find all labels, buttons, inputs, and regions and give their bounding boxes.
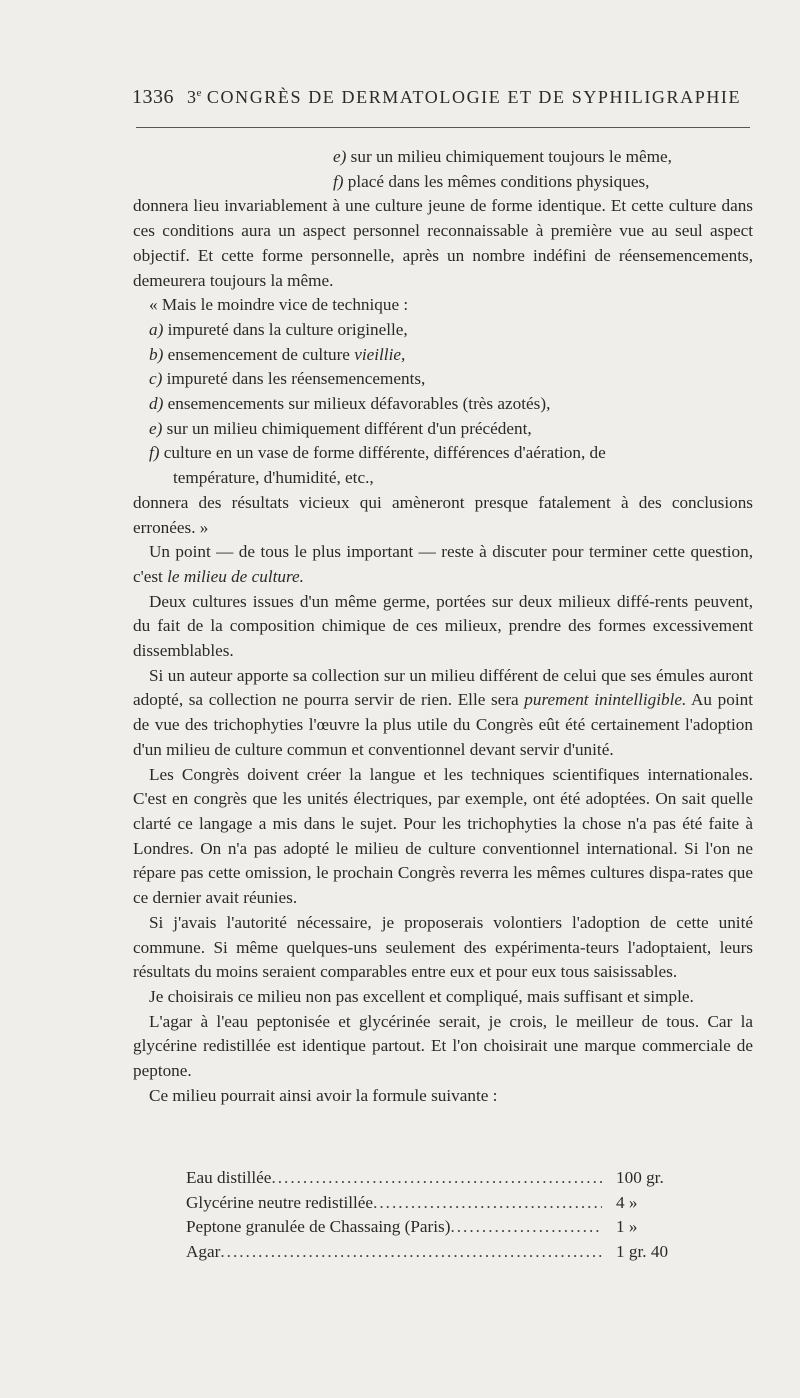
paragraph: L'agar à l'eau peptonisée et glycérinée serait, je crois, le meilleur de tous. Car la glycérine redistillée est identique partout. Et l'on choisirait une marque commerciale de peptone. <box>133 1011 753 1081</box>
paragraph: Je choisirais ce milieu non pas excellent et compliqué, mais suffisant et simple. <box>149 986 694 1006</box>
formula-row <box>186 1215 726 1240</box>
ingredient-quantity: 4 » <box>616 1192 638 1212</box>
paragraph: Si un auteur apporte sa collection sur un milieu différent de celui que ses émules auront adopté, sa collection ne pourra servir de rien. Elle sera purement inintelligible. Au point de vue des trichophyties l'œuvre la plus utile du Congrès eût été certainement l'adoption d'un milieu de culture commun et conventionnel devant servir d'unité. <box>133 665 753 759</box>
ingredient-quantity: 1 gr. 40 <box>616 1242 669 1262</box>
paragraph: Les Congrès doivent créer la langue et les techniques scientifiques internationales. C'est en congrès que les unités électriques, par exemple, ont été adoptées. On sait quelle clarté ce langage a mis dans le sujet. Pour les trichophyties la chose n'a pas été faite à Londres. On n'a pas adopté le milieu de culture conventionnel international. Si l'on ne répare pas cette omission, le prochain Congrès reverra les mêmes cultures dispa-rates que ce dernier avait réunies. <box>133 764 753 908</box>
paragraph: Si j'avais l'autorité nécessaire, je proposerais volontiers l'adoption de cette unité commune. Si même quelques-uns seulement des expérimenta-teurs l'adoptaient, leurs résultats du moins seraient comparables entre eux et pour eux tous saisissables. <box>133 912 753 982</box>
formula-row <box>186 1191 726 1216</box>
ordinal-suffix: e <box>196 87 202 99</box>
list-item: f) culture en un vase de forme différente, différences d'aération, de <box>149 443 606 463</box>
running-title: CONGRÈS DE DERMATOLOGIE ET DE SYPHILIGRAPHIE <box>206 87 742 107</box>
paragraph: « Mais le moindre vice de technique : <box>149 295 409 315</box>
formula-row <box>186 1240 726 1265</box>
running-header <box>132 86 752 109</box>
list-item-continuation: température, d'humidité, etc., <box>173 468 374 488</box>
list-item: d) ensemencements sur milieux défavorables (très azotés), <box>149 394 551 414</box>
ingredient-quantity: 1 » <box>616 1217 638 1237</box>
page-number: 1336 <box>132 86 174 108</box>
header-rule <box>136 127 750 128</box>
congress-ordinal: 3e <box>187 87 202 107</box>
leader-dots <box>450 1215 602 1240</box>
leader-dots <box>271 1166 602 1191</box>
leader-dots <box>373 1191 602 1216</box>
paragraph: e) sur un milieu chimiquement toujours le même, <box>333 147 672 166</box>
paragraph: Deux cultures issues d'un même germe, portées sur deux milieux diffé-rents peuvent, du fait de la composition chimique de ces milieux, prendre des formes excessivement dissemblables. <box>133 591 753 661</box>
paragraph: donnera lieu invariablement à une culture jeune de forme identique. Et cette culture dans ces conditions aura un aspect personnel reconnaissable à première vue au seul aspect objectif. Et cette forme personnelle, après un nombre indéfini de réensemencements, demeurera toujours la même. <box>133 196 753 290</box>
paragraph: Un point — de tous le plus important — reste à discuter pour terminer cette question, c'est le milieu de culture. <box>133 542 753 586</box>
formula-row <box>186 1166 726 1191</box>
body-text <box>133 145 753 1108</box>
ingredient-name: Peptone granulée de Chassaing (Paris) <box>186 1217 451 1237</box>
paragraph: f) placé dans les mêmes conditions physiques, <box>333 171 650 191</box>
list-item: a) impureté dans la culture originelle, <box>149 319 408 339</box>
ingredient-name: Glycérine neutre redistillée <box>186 1192 374 1212</box>
ingredient-name: Agar <box>186 1242 221 1262</box>
list-item: e) sur un milieu chimiquement différent d'un précédent, <box>149 418 532 438</box>
culture-formula <box>186 1166 726 1265</box>
paragraph: Ce milieu pourrait ainsi avoir la formule suivante : <box>149 1085 498 1105</box>
ingredient-quantity: 100 gr. <box>616 1168 664 1187</box>
paragraph: donnera des résultats vicieux qui amèneront presque fatalement à des conclusions erronées. » <box>133 492 753 537</box>
list-item: c) impureté dans les réensemencements, <box>149 369 426 389</box>
list-item: b) ensemencement de culture vieillie, <box>149 344 406 364</box>
leader-dots <box>220 1240 602 1265</box>
ingredient-name: Eau distillée <box>186 1168 272 1187</box>
